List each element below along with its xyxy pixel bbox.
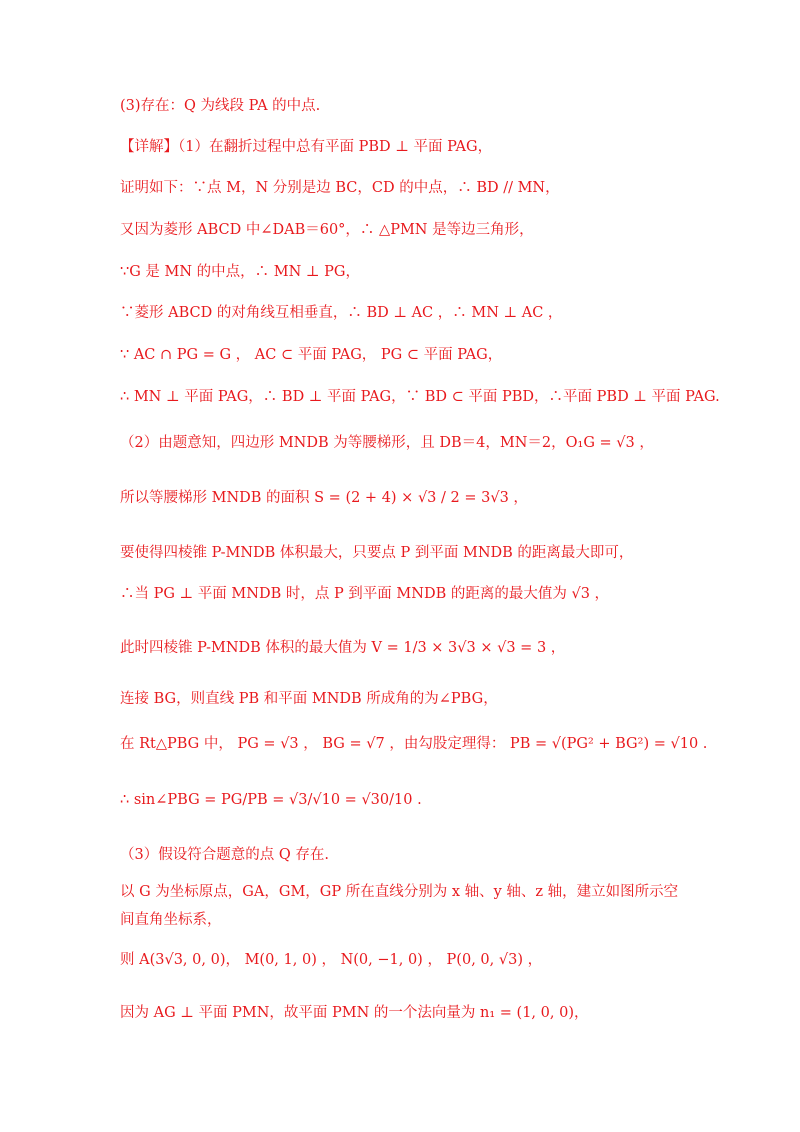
line-part-2-intro: （2）由题意知，四边形 MNDB 为等腰梯形，且 DB＝4，MN＝2，O₁G = √3 ， <box>120 435 654 451</box>
line-volume-value: 此时四棱锥 P-MNDB 体积的最大值为 V = 1/3 × 3√3 × √3 = 3 ， <box>120 640 566 656</box>
line-pythagoras: 在 Rt△PBG 中， PG = √3 ， BG = √7 ，由勾股定理得： PB = √(PG² + BG²) = √10 . <box>120 736 708 752</box>
line-volume-max: 要使得四棱锥 P-MNDB 体积最大，只要点 P 到平面 MNDB 的距离最大即可， <box>120 545 634 561</box>
line-coordinates: 则 A(3√3, 0, 0)， M(0, 1, 0) ， N(0, −1, 0) ， P(0, 0, √3) ， <box>120 952 543 968</box>
line-diagonals: ∵菱形 ABCD 的对角线互相垂直，∴ BD ⊥ AC ，∴ MN ⊥ AC ， <box>120 305 563 321</box>
line-normal-vector: 因为 AG ⊥ 平面 PMN，故平面 PMN 的一个法向量为 n₁ = (1, 0, 0)， <box>120 1005 589 1021</box>
line-distance-max: ∴当 PG ⊥ 平面 MNDB 时，点 P 到平面 MNDB 的距离的最大值为 √3 ， <box>120 586 610 602</box>
line-answer-3: (3)存在：Q 为线段 PA 的中点. <box>120 98 321 114</box>
line-midpoint-g: ∵G 是 MN 的中点，∴ MN ⊥ PG， <box>120 264 361 280</box>
line-rhombus-angle: 又因为菱形 ABCD 中∠DAB＝60°，∴ △PMN 是等边三角形， <box>120 222 534 238</box>
line-detail-1: 【详解】（1）在翻折过程中总有平面 PBD ⊥ 平面 PAG， <box>120 139 493 155</box>
line-area: 所以等腰梯形 MNDB 的面积 S = (2 + 4) × √3 / 2 = 3√3 ， <box>120 490 528 506</box>
line-sine: ∴ sin∠PBG = PG/PB = √3/√10 = √30/10 . <box>120 792 422 808</box>
line-coordinate-system: 以 G 为坐标原点，GA，GM，GP 所在直线分别为 x 轴、y 轴、z 轴，建立如图所示空间直角坐标系， <box>120 884 679 928</box>
line-part-3-intro: （3）假设符合题意的点 Q 存在. <box>120 847 329 863</box>
line-intersection: ∵ AC ∩ PG = G ， AC ⊂ 平面 PAG， PG ⊂ 平面 PAG， <box>120 347 503 363</box>
line-conclusion-1: ∴ MN ⊥ 平面 PAG，∴ BD ⊥ 平面 PAG，∵ BD ⊂ 平面 PBD，∴平面 PBD ⊥ 平面 PAG. <box>120 389 720 405</box>
line-proof-intro: 证明如下：∵点 M，N 分别是边 BC，CD 的中点，∴ BD // MN， <box>120 180 560 196</box>
line-connect-bg: 连接 BG，则直线 PB 和平面 MNDB 所成角的为∠PBG， <box>120 691 498 707</box>
